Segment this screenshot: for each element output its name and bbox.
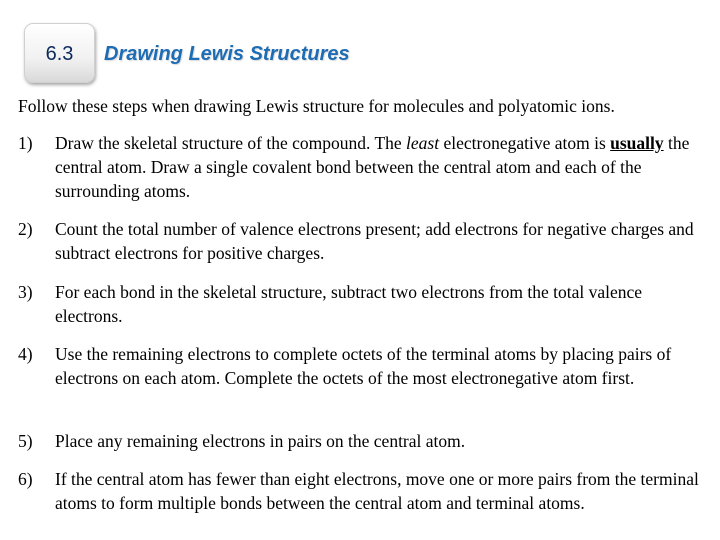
text-segment: the central atom. Draw a single covalent bond between the central atom and each of the surrounding atoms. [55, 133, 690, 201]
text-segment: electronegative atom is [439, 133, 611, 153]
step-2 [18, 217, 708, 265]
step-number: 3) [18, 282, 33, 302]
emphasis-usually: usually [610, 133, 664, 153]
step-3 [18, 280, 708, 328]
intro-text: Follow these steps when drawing Lewis structure for molecules and polyatomic ions. [18, 96, 615, 116]
step-text: Count the total number of valence electrons present; add electrons for negative charges and subtract electrons for positive charges. [55, 219, 694, 263]
slide-title: Drawing Lewis Structures [104, 43, 350, 65]
step-number: 6) [18, 469, 33, 489]
step-1 [18, 131, 708, 203]
step-text [55, 131, 708, 203]
step-number: 4) [18, 344, 33, 364]
emphasis-least: least [406, 133, 440, 153]
step-text: Place any remaining electrons in pairs on the central atom. [55, 431, 466, 451]
text-segment: Draw the skeletal structure of the compound. The [55, 133, 407, 153]
step-4 [18, 342, 708, 390]
step-5 [18, 429, 708, 453]
step-text: If the central atom has fewer than eight electrons, move one or more pairs from the terminal atoms to form multiple bonds between the central atom and terminal atoms. [55, 469, 699, 513]
step-6 [18, 467, 708, 515]
step-number: 1) [18, 133, 33, 153]
section-badge [24, 23, 95, 83]
step-number: 2) [18, 219, 33, 239]
section-number: 6.3 [45, 43, 74, 65]
step-text: For each bond in the skeletal structure, subtract two electrons from the total valence electrons. [55, 282, 643, 326]
step-text: Use the remaining electrons to complete octets of the terminal atoms by placing pairs of electrons on each atom. Complete the octets of the most electronegative atom first. [55, 344, 672, 388]
step-number: 5) [18, 431, 33, 451]
